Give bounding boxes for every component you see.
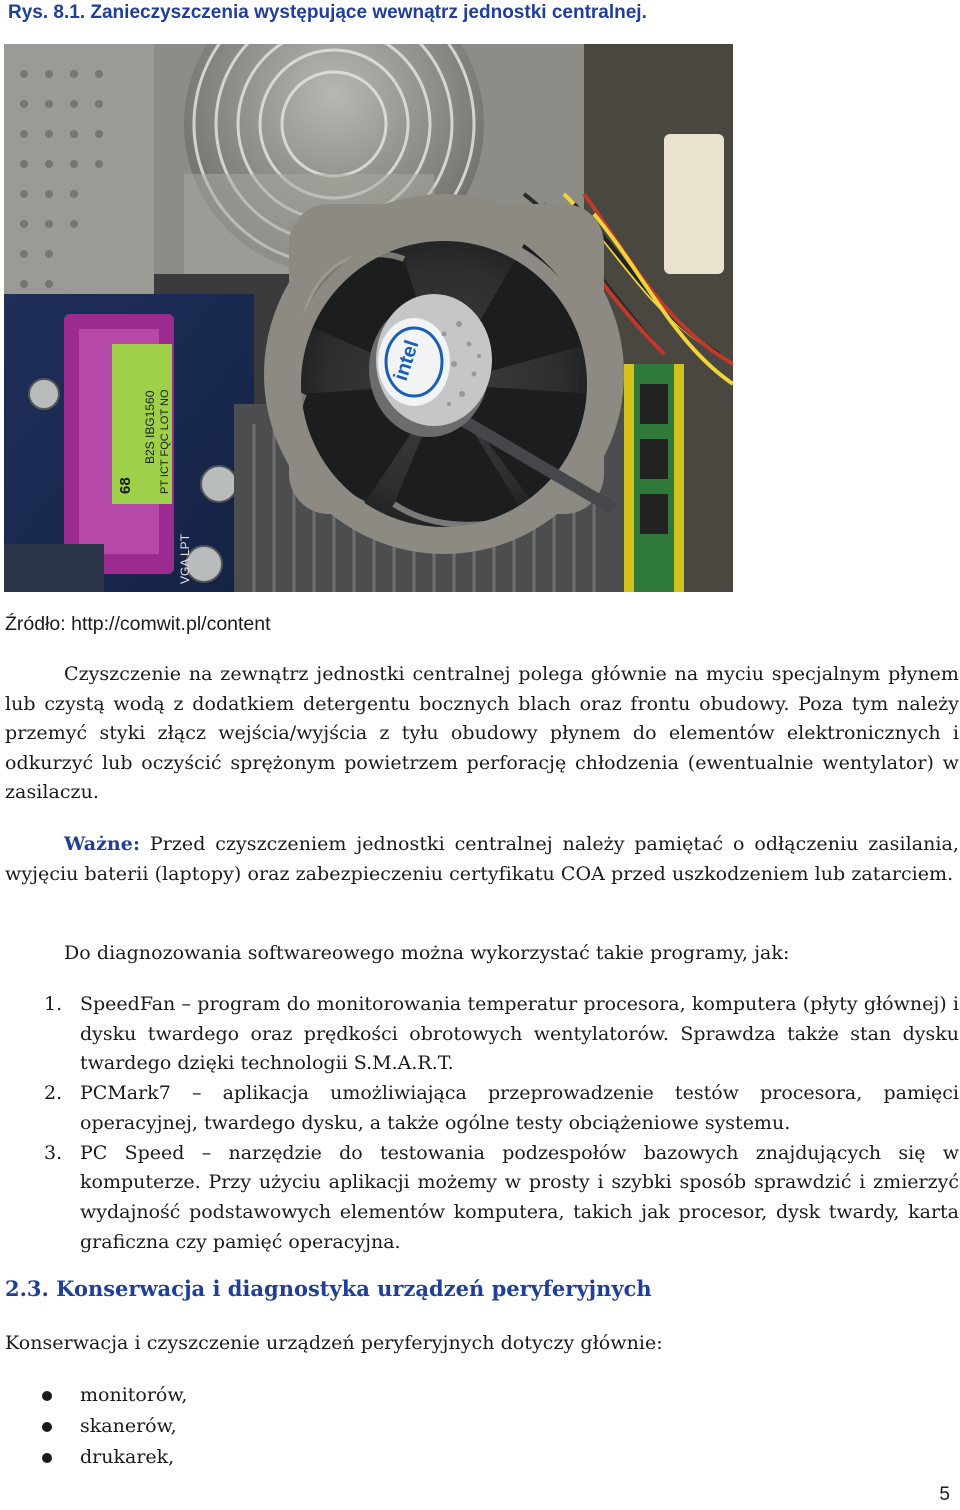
- label-tests-text: PT ICT FQC LOT NO: [159, 389, 171, 494]
- important-text: Przed czyszczeniem jednostki centralnej należy pamiętać o odłączeniu zasilania, wyjęciu baterii (laptopy) oraz zabezpieczeniu certyfikatu COA przed uszkodzeniem lub zatarciem.: [5, 833, 959, 885]
- programs-list: [5, 990, 959, 1257]
- list-item-number: 3.: [44, 1141, 63, 1164]
- peripherals-intro: Konserwacja i czyszczenie urządzeń peryferyjnych dotyczy głównie:: [5, 1332, 663, 1354]
- list-item: [5, 1380, 187, 1411]
- list-item: [5, 1079, 959, 1138]
- figure-source: Źródło: http://comwit.pl/content: [5, 613, 271, 635]
- list-item-text: monitorów,: [80, 1384, 188, 1406]
- peripherals-list: [5, 1380, 187, 1473]
- list-item-text: PCMark7 – aplikacja umożliwiająca przeprowadzenie testów procesora, pamięci operacyjnej, twardego dysku, a także ogólne testy obciążeniowe systemu.: [80, 1082, 959, 1134]
- list-item: [5, 1411, 187, 1442]
- list-item: [5, 990, 959, 1079]
- list-item-text: skanerów,: [80, 1415, 177, 1437]
- bullet-icon: [42, 1422, 52, 1432]
- bullet-icon: [42, 1391, 52, 1401]
- important-label: Ważne:: [64, 833, 141, 855]
- section-heading: 2.3. Konserwacja i diagnostyka urządzeń peryferyjnych: [5, 1276, 652, 1301]
- important-paragraph: [5, 830, 959, 889]
- intel-logo-text: intel: [389, 337, 424, 384]
- label-code-text: B2S IBG1560: [143, 390, 157, 464]
- intro-paragraph: Czyszczenie na zewnątrz jednostki centralnej polega głównie na myciu specjalnym płynem lub czystą wodą z dodatkiem detergentu bocznych blach oraz frontu obudowy. Poza tym należy przemyć styki złącz wejścia/wyjścia z tyłu obudowy płynem do elementów elektronicznych i odkurzyć lub oczyścić sprężonym powietrzem perforację chłodzenia (ewentualnie wentylator) w zasilaczu.: [5, 663, 959, 803]
- label-number-text: 68: [117, 477, 134, 494]
- list-item-number: 1.: [44, 993, 63, 1015]
- dusty-cpu-photo: [4, 44, 733, 592]
- figure-caption: Rys. 8.1. Zanieczyszczenia występujące wewnątrz jednostki centralnej.: [8, 2, 647, 23]
- bullet-icon: [42, 1453, 52, 1463]
- photo-illustration: [4, 44, 733, 592]
- page-number: 5: [939, 1484, 950, 1505]
- list-item-text: drukarek,: [80, 1446, 175, 1468]
- diagnostics-intro: Do diagnozowania softwareowego można wykorzystać takie programy, jak:: [64, 942, 790, 964]
- list-item: [5, 1139, 959, 1258]
- barcode-label: [112, 344, 172, 504]
- board-print-text: VGA LPT: [178, 533, 192, 584]
- list-item-text: SpeedFan – program do monitorowania temperatur procesora, komputera (płyty głównej) i dysku twardego oraz prędkości obrotowych wentylatorów. Sprawdza także stan dysku twardego dzięki technologii S.M.A.R.T.: [80, 993, 959, 1075]
- list-item-text: PC Speed – narzędzie do testowania podzespołów bazowych znajdujących się w komputerze. Przy użyciu aplikacji możemy w prosty i szybki sposób sprawdzić i zmierzyć wydajność podstawowych elementów komputera, takich jak procesor, dysk twardy, karta graficzna czy pamięć operacyjna.: [80, 1141, 959, 1253]
- list-item-number: 2.: [44, 1082, 63, 1105]
- molex-connector: [664, 134, 724, 274]
- list-item: [5, 1442, 187, 1473]
